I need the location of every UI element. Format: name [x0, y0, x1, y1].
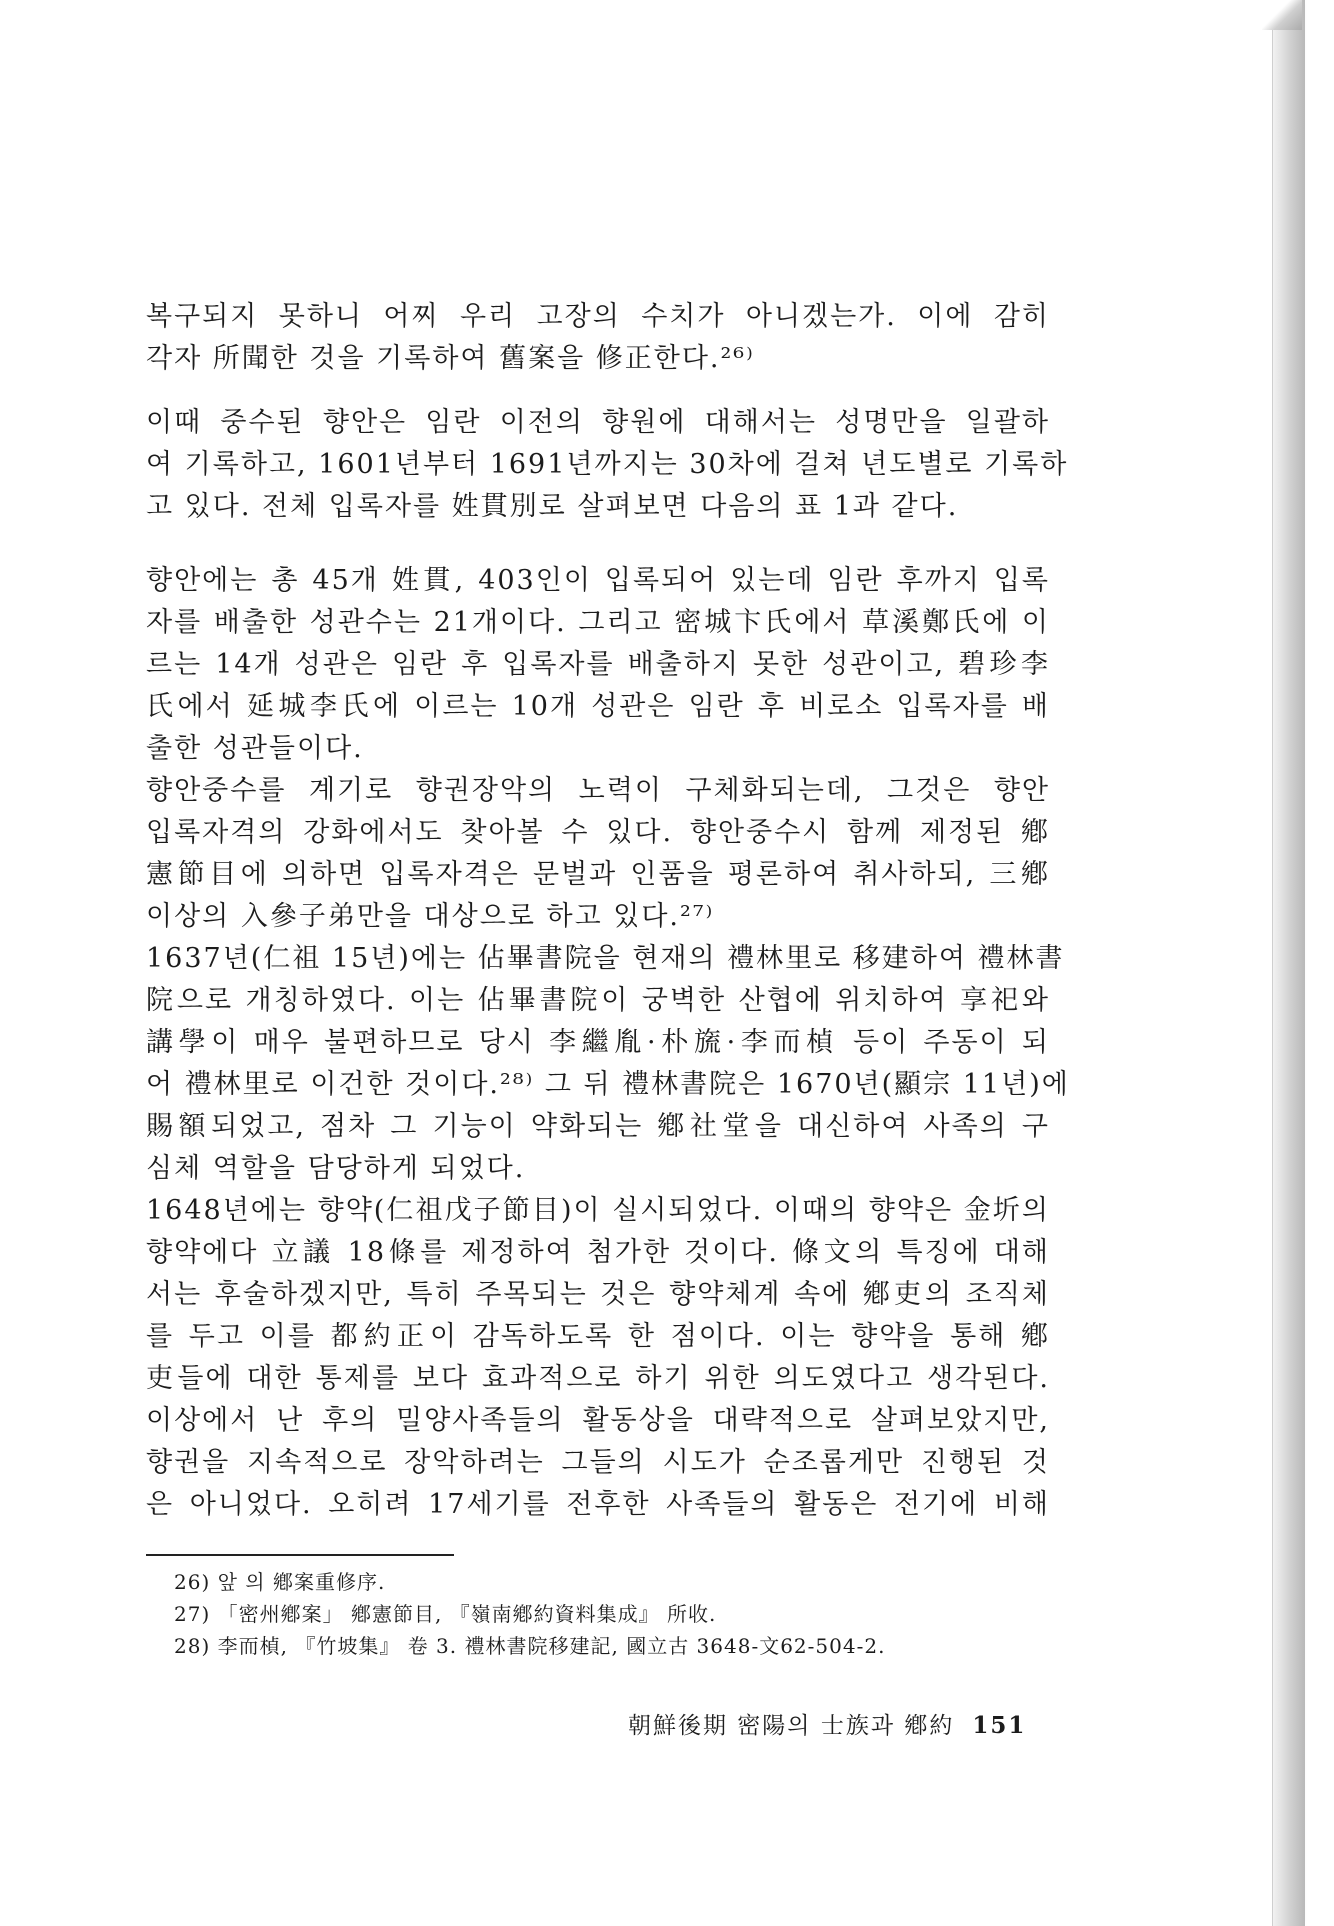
text-line: 향안에는 총 45개 姓貫, 403인이 입록되어 있는데 임란 후까지 입록 — [146, 565, 1050, 596]
running-title: 朝鮮後期 密陽의 士族과 鄕約 — [628, 1713, 955, 1739]
text-line: 자를 배출한 성관수는 21개이다. 그리고 密城卞氏에서 草溪鄭氏에 이 — [146, 607, 1050, 638]
text-line: 향약에다 立議 18條를 제정하여 첨가한 것이다. 條文의 특징에 대해 — [146, 1237, 1050, 1268]
text-line: 이때 중수된 향안은 임란 이전의 향원에 대해서는 성명만을 일괄하 — [146, 407, 1050, 438]
paragraph — [146, 1400, 1050, 1526]
text-line: 심체 역할을 담당하게 되었다. — [146, 1153, 526, 1184]
body-text — [146, 296, 1070, 1526]
footnote: 28) 李而楨, 『竹坡集』 卷 3. 禮林書院移建記, 國立古 3648-文62-504-2. — [174, 1634, 886, 1658]
text-line: 憲節目에 의하면 입록자격은 문벌과 인품을 평론하여 취사하되, 三鄕 — [146, 859, 1050, 890]
text-line: 吏들에 대한 통제를 보다 효과적으로 하기 위한 의도였다고 생각된다. — [146, 1363, 1050, 1394]
text-line: 서는 후술하겠지만, 특히 주목되는 것은 향약체계 속에 鄕吏의 조직체 — [146, 1279, 1050, 1310]
text-line: 賜額되었고, 점차 그 기능이 약화되는 鄕社堂을 대신하여 사족의 구 — [146, 1111, 1050, 1142]
text-line: 향안중수를 계기로 향권장악의 노력이 구체화되는데, 그것은 향안 — [146, 775, 1050, 806]
paragraph — [146, 938, 1070, 1190]
footnote-divider — [146, 1554, 454, 1556]
text-line: 이상에서 난 후의 밀양사족들의 활동상을 대략적으로 살펴보았지만, — [146, 1405, 1050, 1436]
text-line: 1648년에는 향약(仁祖戊子節目)이 실시되었다. 이때의 향약은 金圻의 — [146, 1195, 1050, 1226]
footnote: 26) 앞 의 鄕案重修序. — [174, 1570, 386, 1594]
footnotes — [174, 1566, 1034, 1662]
page-number: 151 — [972, 1712, 1027, 1739]
text-line: 르는 14개 성관은 임란 후 입록자를 배출하지 못한 성관이고, 碧珍李 — [146, 649, 1050, 680]
running-footer — [628, 1707, 1026, 1740]
text-line: 院으로 개칭하였다. 이는 佔畢書院이 궁벽한 산협에 위치하여 享祀와 — [146, 985, 1050, 1016]
text-line: 출한 성관들이다. — [146, 733, 364, 764]
text-line: 고 있다. 전체 입록자를 姓貫別로 살펴보면 다음의 표 1과 같다. — [146, 491, 959, 522]
paragraph — [146, 402, 1069, 528]
footnote: 27) 「密州鄕案」 鄕憲節目, 『嶺南鄕約資料集成』 所收. — [174, 1602, 717, 1626]
text-line: 은 아니었다. 오히려 17세기를 전후한 사족들의 활동은 전기에 비해 — [146, 1489, 1050, 1520]
paragraph — [146, 770, 1050, 938]
text-line: 입록자격의 강화에서도 찾아볼 수 있다. 향안중수시 함께 제정된 鄕 — [146, 817, 1050, 848]
page-edge-shadow — [1272, 0, 1305, 1926]
text-line: 향권을 지속적으로 장악하려는 그들의 시도가 순조롭게만 진행된 것 — [146, 1447, 1050, 1478]
paragraph — [146, 560, 1050, 770]
paragraph — [146, 296, 1050, 380]
text-line: 氏에서 延城李氏에 이르는 10개 성관은 임란 후 비로소 입록자를 배 — [146, 691, 1050, 722]
page-corner-fold — [1262, 0, 1302, 30]
paragraph — [146, 1190, 1050, 1400]
text-line: 1637년(仁祖 15년)에는 佔畢書院을 현재의 禮林里로 移建하여 禮林書 — [146, 943, 1065, 974]
text-line: 를 두고 이를 都約正이 감독하도록 한 점이다. 이는 향약을 통해 鄕 — [146, 1321, 1050, 1352]
text-line: 복구되지 못하니 어찌 우리 고장의 수치가 아니겠는가. 이에 감히 — [146, 301, 1050, 332]
text-line: 여 기록하고, 1601년부터 1691년까지는 30차에 걸쳐 년도별로 기록하 — [146, 449, 1069, 480]
text-line: 각자 所聞한 것을 기록하여 舊案을 修正한다.²⁶⁾ — [146, 343, 755, 374]
text-line: 講學이 매우 불편하므로 당시 李繼胤·朴旒·李而楨 등이 주동이 되 — [146, 1027, 1050, 1058]
text-line: 어 禮林里로 이건한 것이다.²⁸⁾ 그 뒤 禮林書院은 1670년(顯宗 11년)에 — [146, 1069, 1070, 1100]
text-line: 이상의 入參子弟만을 대상으로 하고 있다.²⁷⁾ — [146, 901, 715, 932]
